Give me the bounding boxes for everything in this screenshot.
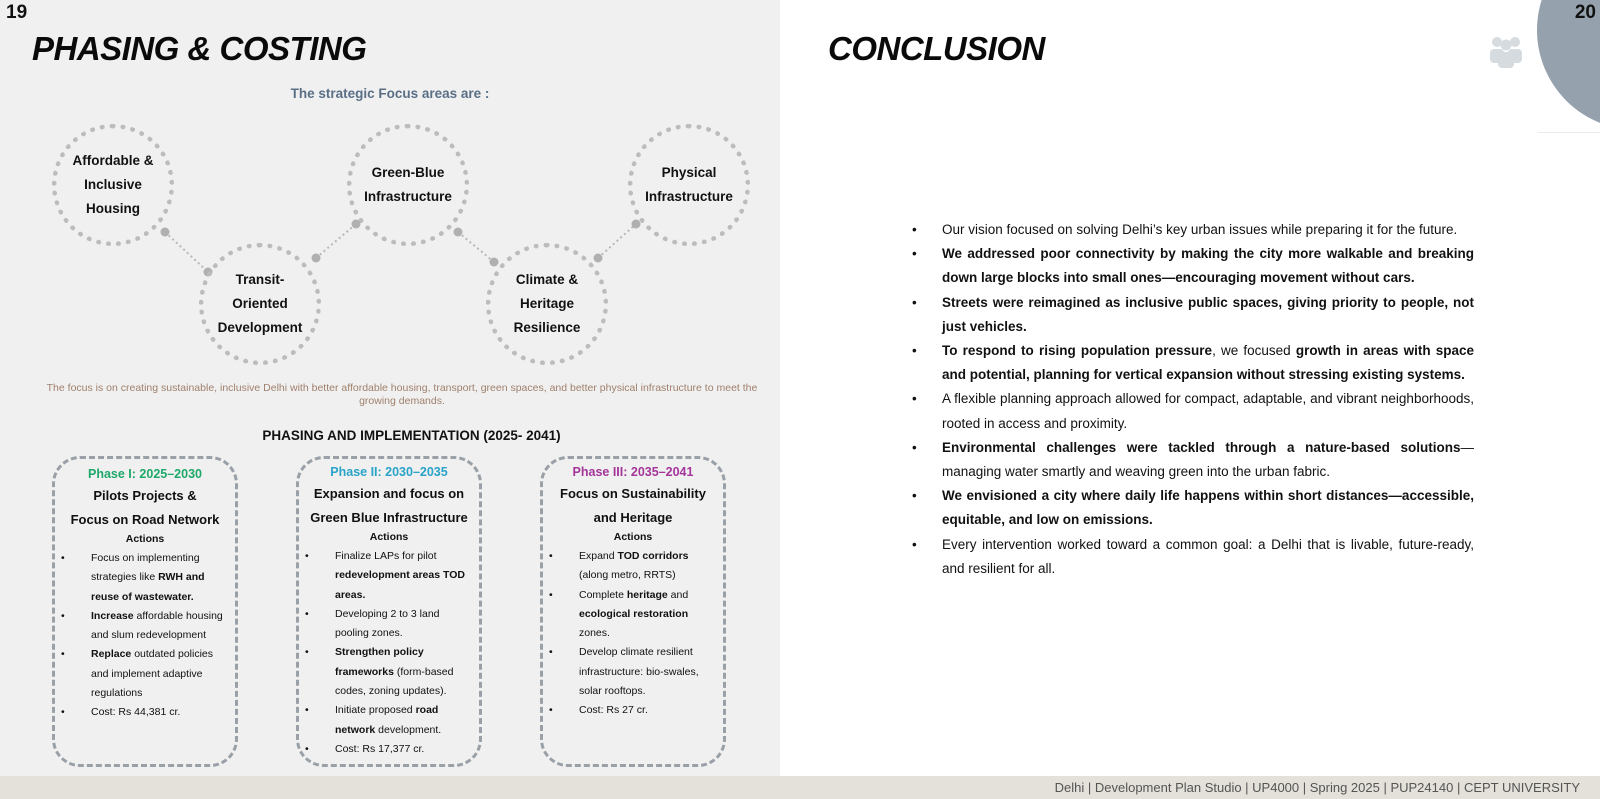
left-page [0, 0, 780, 776]
phasing-title: PHASING AND IMPLEMENTATION (2025- 2041) [262, 428, 561, 443]
focus-areas-subtitle: The strategic Focus areas are : [290, 86, 490, 101]
decorative-divider [1538, 132, 1600, 133]
list-item: • Streets were reimagined as inclusive public spaces, giving priority to people, not just vehicles. [942, 291, 1474, 339]
list-item: • Initiate proposed road network development. [335, 701, 469, 740]
phase-actions-list [543, 547, 723, 721]
focus-label: Climate & Heritage Resilience [513, 272, 581, 335]
phase-1-card [52, 456, 238, 767]
focus-label: Affordable & Inclusive Housing [72, 153, 154, 216]
phase-heading: Phase II: 2030–2035 [330, 465, 448, 479]
list-item: • Strengthen policy frameworks (form-based codes, zoning updates). [335, 643, 469, 701]
list-item: • Focus on implementing strategies like RWH and reuse of wastewater. [91, 549, 225, 607]
list-item: • We envisioned a city where daily life happens within short distances—accessible, equitable, and low on emissions. [942, 484, 1474, 532]
list-item: • Finalize LAPs for pilot redevelopment areas TOD areas. [335, 547, 469, 605]
focus-note: The focus is on creating sustainable, inclusive Delhi with better affordable housing, transport, green spaces, and better physical infrastructure to meet the growing demands. [46, 382, 758, 407]
list-item: • To respond to rising population pressure, we focused growth in areas with space and potential, planning for vertical expansion without stressing existing systems. [942, 339, 1474, 387]
focus-circle-physical-infrastructure [628, 124, 750, 246]
phase-subtitle: Focus on Sustainability and Heritage [560, 486, 706, 525]
conclusion-bullet-list [942, 218, 1474, 581]
phase-3-card [540, 456, 726, 767]
actions-label: Actions [369, 531, 409, 543]
list-item: • Cost: Rs 27 cr. [579, 701, 713, 720]
page-number-left: 19 [6, 2, 28, 23]
focus-label: Physical Infrastructure [645, 165, 733, 204]
phase-heading: Phase III: 2035–2041 [572, 465, 694, 479]
phase-subtitle: Expansion and focus on Green Blue Infrastructure [310, 486, 468, 525]
focus-circle-climate-heritage-resilience [486, 243, 608, 365]
list-item: • Expand TOD corridors (along metro, RRTS) [579, 547, 713, 586]
people-group-icon [1488, 34, 1524, 68]
focus-circle-transit-oriented-development [199, 243, 321, 365]
page-title-conclusion: CONCLUSION [828, 30, 1045, 67]
page-title-phasing-costing: PHASING & COSTING [32, 30, 367, 67]
page-number-right: 20 [1574, 2, 1596, 23]
focus-circle-green-blue-infrastructure [347, 124, 469, 246]
phase-2-card [296, 456, 482, 767]
phase-actions-list [55, 549, 235, 723]
actions-label: Actions [125, 533, 165, 545]
focus-label: Transit-Oriented Development [217, 272, 303, 335]
list-item: • We addressed poor connectivity by making the city more walkable and breaking down large blocks into small ones—encouraging movement without cars. [942, 242, 1474, 290]
focus-circle-affordable-housing [52, 124, 174, 246]
phase-heading: Phase I: 2025–2030 [88, 467, 202, 481]
list-item: • Complete heritage and ecological restoration zones. [579, 586, 713, 644]
footer-text: Delhi | Development Plan Studio | UP4000 | Spring 2025 | PUP24140 | CEPT UNIVERSITY [1054, 780, 1580, 795]
list-item: • Develop climate resilient infrastructure: bio-swales, solar rooftops. [579, 643, 713, 701]
focus-label: Green-Blue Infrastructure [364, 165, 452, 204]
phase-actions-list [299, 547, 479, 759]
list-item: • Environmental challenges were tackled through a nature-based solutions—managing water smartly and weaving green into the urban fabric. [942, 436, 1474, 484]
list-item: • Every intervention worked toward a common goal: a Delhi that is livable, future-ready, and resilient for all. [942, 533, 1474, 581]
list-item: • Our vision focused on solving Delhi’s key urban issues while preparing it for the future. [942, 218, 1474, 242]
footer-bar [0, 776, 1600, 799]
phase-subtitle: Pilots Projects & Focus on Road Network [70, 488, 220, 527]
list-item: • A flexible planning approach allowed for compact, adaptable, and vibrant neighborhoods, rooted in access and proximity. [942, 387, 1474, 435]
list-item: • Developing 2 to 3 land pooling zones. [335, 605, 469, 644]
list-item: • Replace outdated policies and implement adaptive regulations [91, 645, 225, 703]
actions-label: Actions [613, 531, 653, 543]
list-item: • Cost: Rs 17,377 cr. [335, 740, 469, 759]
list-item: • Cost: Rs 44,381 cr. [91, 703, 225, 722]
list-item: • Increase affordable housing and slum redevelopment [91, 607, 225, 646]
